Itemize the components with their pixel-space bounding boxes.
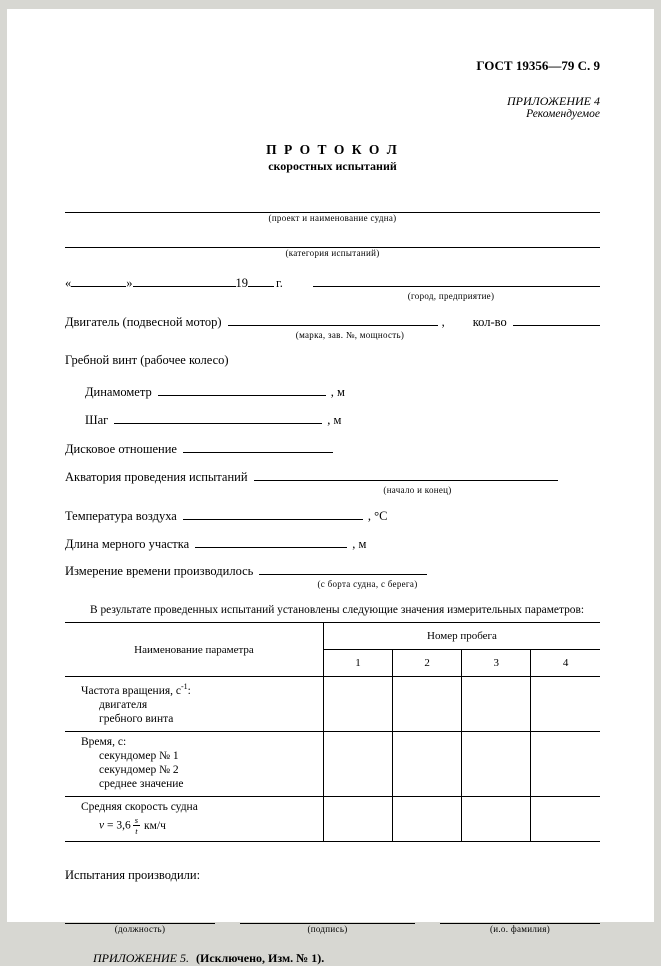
pitch-label: Шаг [85, 413, 109, 428]
time-sub-stopwatch2: секундомер № 2 [99, 763, 179, 776]
vessel-name-caption: (проект и наименование судна) [268, 212, 397, 223]
formula-eq: = 3,6 [104, 819, 131, 832]
formula-unit: км/ч [144, 819, 166, 832]
time-title: Время, с: [81, 735, 127, 748]
value-cell [393, 731, 462, 796]
water-area-caption: (начало и конец) [383, 485, 452, 496]
qty-label: кол-во [472, 315, 507, 330]
table-row-time [65, 731, 600, 796]
engine-row [65, 315, 600, 330]
pitch-blank [114, 413, 322, 424]
temperature-label: Температура воздуха [65, 509, 177, 524]
signature-row [65, 911, 600, 935]
pitch-unit: , м [327, 413, 342, 428]
timing-caption: (с борта судна, с берега) [317, 579, 418, 590]
annex-type-label: Рекомендуемое [526, 108, 600, 121]
pitch-row [65, 413, 600, 428]
signature-name-block [440, 911, 600, 935]
run-col-header-4: 4 [531, 650, 600, 677]
date-month-blank [133, 276, 236, 287]
temperature-row [65, 509, 600, 524]
engine-comma: , [441, 315, 445, 330]
value-cell [531, 796, 600, 841]
engine-blank [228, 315, 438, 326]
water-area-blank [254, 470, 558, 481]
timing-row [65, 564, 600, 579]
quote-open: « [65, 275, 72, 290]
speed-formula [99, 816, 317, 836]
signature-position-line [65, 911, 215, 924]
dynamometer-blank [158, 385, 326, 396]
time-sub-average: среднее значение [99, 777, 184, 790]
document-page [7, 9, 654, 965]
rotation-param-cell [65, 677, 323, 732]
value-cell [323, 731, 392, 796]
results-table [65, 622, 600, 842]
dynamometer-label: Динамометр [85, 385, 152, 400]
engine-caption: (марка, зав. №, мощность) [295, 330, 405, 341]
category-caption: (категория испытаний) [285, 247, 380, 258]
quote-close: » [126, 275, 133, 290]
date-row [65, 276, 600, 291]
value-cell [462, 677, 531, 732]
engine-label: Двигатель (подвесной мотор) [65, 315, 222, 330]
value-cell [462, 796, 531, 841]
year-prefix: 19 [235, 275, 248, 290]
disk-ratio-row [65, 442, 600, 457]
table-row-rotation [65, 677, 600, 732]
dynamometer-row [65, 385, 600, 400]
param-header-cell: Наименование параметра [65, 623, 323, 677]
formula-fraction: $\frac{s}{t}$ [134, 814, 139, 837]
timing-label: Измерение времени производилось [65, 564, 254, 579]
value-cell [323, 796, 392, 841]
run-col-header-2: 2 [393, 650, 462, 677]
table-row-speed [65, 796, 600, 841]
date-day-blank [71, 276, 126, 287]
value-cell [531, 731, 600, 796]
year-suffix: г. [276, 275, 283, 290]
protocol-title: П Р О Т О К О Л [266, 141, 399, 157]
disk-ratio-label: Дисковое отношение [65, 442, 177, 457]
temperature-blank [183, 509, 363, 520]
results-intro: В результате проведенных испытаний установлены следующие значения измерительных параметров: [90, 604, 585, 617]
annex5-row [65, 951, 600, 966]
value-cell [393, 796, 462, 841]
timing-blank [259, 564, 427, 575]
runs-header-cell: Номер пробега [323, 623, 600, 650]
track-length-row [65, 537, 600, 552]
dynamometer-unit: , м [330, 385, 345, 400]
protocol-subtitle: скоростных испытаний [268, 158, 397, 173]
city-caption: (город, предприятие) [407, 290, 495, 301]
annex5-note: (Исключено, Изм. № 1). [195, 950, 325, 965]
propeller-row [65, 353, 600, 368]
rotation-sub-engine: двигателя [99, 698, 148, 711]
formula-var: v [99, 819, 105, 832]
speed-title: Средняя скорость судна [81, 800, 198, 813]
qty-blank [513, 315, 600, 326]
signature-sign-block [240, 911, 415, 935]
gost-header: ГОСТ 19356—79 С. 9 [476, 58, 600, 73]
rotation-title: Частота вращения, $с^{-1}$: [81, 682, 191, 697]
speed-param-cell [65, 796, 323, 841]
track-length-unit: , м [352, 537, 367, 552]
time-param-cell [65, 731, 323, 796]
run-col-header-1: 1 [323, 650, 392, 677]
rotation-sub-propeller: гребного винта [99, 712, 174, 725]
run-col-header-3: 3 [462, 650, 531, 677]
signature-name-caption: (и.о. фамилия) [489, 923, 551, 934]
propeller-label: Гребной винт (рабочее колесо) [65, 353, 229, 368]
signature-sign-line [240, 911, 415, 924]
annex5-label: ПРИЛОЖЕНИЕ 5. [93, 950, 189, 965]
water-area-label: Акватория проведения испытаний [65, 470, 248, 485]
value-cell [462, 731, 531, 796]
performed-row [65, 868, 600, 883]
value-cell [531, 677, 600, 732]
time-sub-stopwatch1: секундомер № 1 [99, 749, 179, 762]
track-length-blank [195, 537, 347, 548]
performed-label: Испытания производили: [65, 867, 201, 882]
signature-name-line [440, 911, 600, 924]
signature-position-caption: (должность) [114, 923, 166, 934]
value-cell [393, 677, 462, 732]
city-blank [313, 276, 600, 287]
disk-ratio-blank [183, 442, 333, 453]
value-cell [323, 677, 392, 732]
track-length-label: Длина мерного участка [65, 537, 190, 552]
signature-position-block [65, 911, 215, 935]
temperature-unit: , °С [367, 509, 388, 524]
water-area-row [65, 470, 600, 485]
signature-sign-caption: (подпись) [307, 923, 348, 934]
annex-label: ПРИЛОЖЕНИЕ 4 [507, 94, 600, 108]
year-blank [248, 276, 274, 287]
